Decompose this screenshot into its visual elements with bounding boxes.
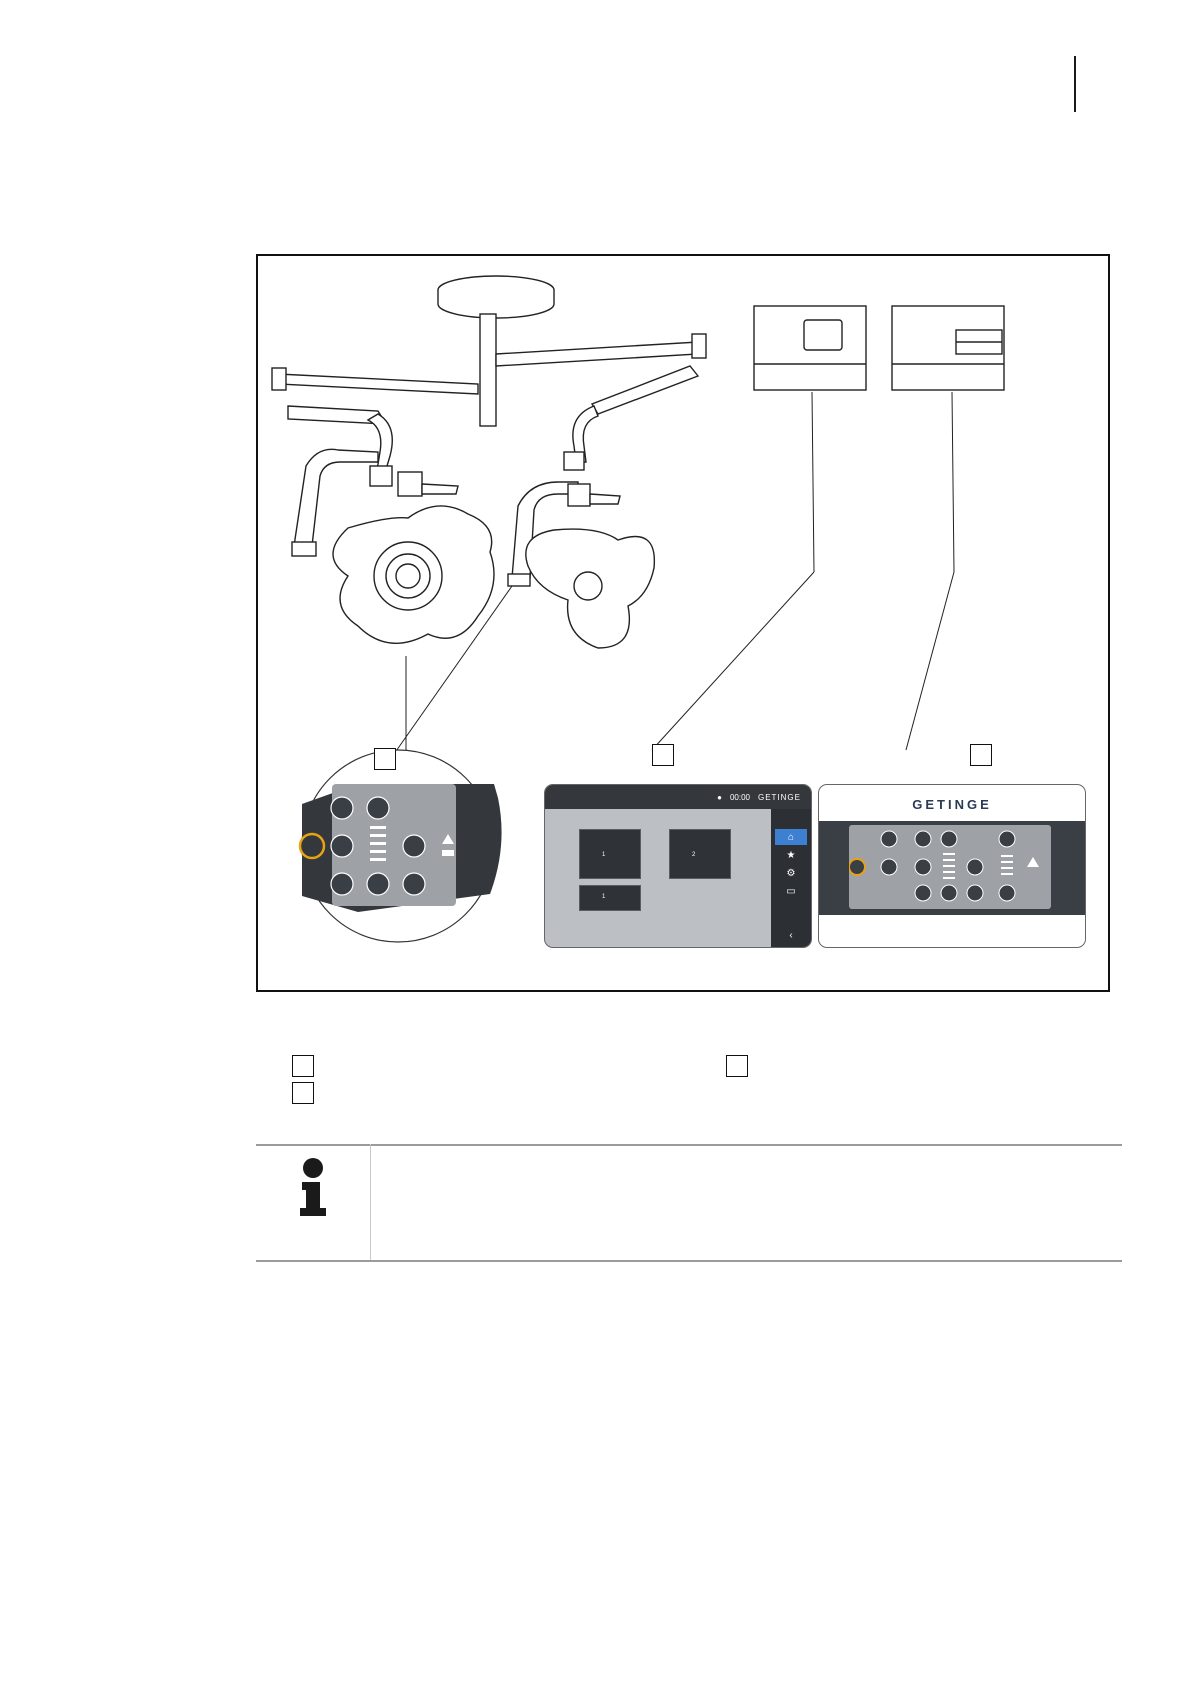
legend-box-1 <box>292 1055 314 1077</box>
keypad-band <box>819 821 1085 915</box>
screen-topbar <box>545 785 811 809</box>
legend-box-2 <box>292 1082 314 1104</box>
callout-box-3 <box>970 744 992 766</box>
clock-icon: ● <box>717 792 722 802</box>
chevron-left-icon[interactable]: ‹ <box>789 929 793 941</box>
keypad-buttons <box>849 825 1051 909</box>
callout-box-2 <box>652 744 674 766</box>
info-icon <box>296 1158 330 1216</box>
info-rule-top <box>256 1144 1122 1146</box>
legend-box-3 <box>726 1055 748 1077</box>
light-tile-1[interactable]: 1 <box>579 829 641 879</box>
camera-tile[interactable]: 1 <box>579 885 641 911</box>
screen-time: 00:00 <box>729 792 750 802</box>
keypad-power-icon <box>849 859 865 875</box>
light-tile-2[interactable]: 2 <box>669 829 731 879</box>
screen-sidebar <box>771 809 811 947</box>
wall-keypad-panel <box>818 784 1086 948</box>
keypad-brand: GETINGE <box>912 797 992 812</box>
battery-icon[interactable]: ▭ <box>786 885 796 897</box>
star-icon[interactable]: ★ <box>786 849 796 861</box>
callout-box-1 <box>374 748 396 770</box>
touchscreen-panel <box>544 784 812 948</box>
info-rule-bottom <box>256 1260 1122 1262</box>
page-edge-line <box>1074 56 1076 112</box>
screen-brand: GETINGE <box>757 792 801 802</box>
info-divider <box>370 1144 371 1260</box>
power-icon <box>300 834 324 858</box>
gear-icon[interactable]: ⚙ <box>786 867 796 879</box>
home-icon[interactable]: ⌂ <box>775 829 807 845</box>
